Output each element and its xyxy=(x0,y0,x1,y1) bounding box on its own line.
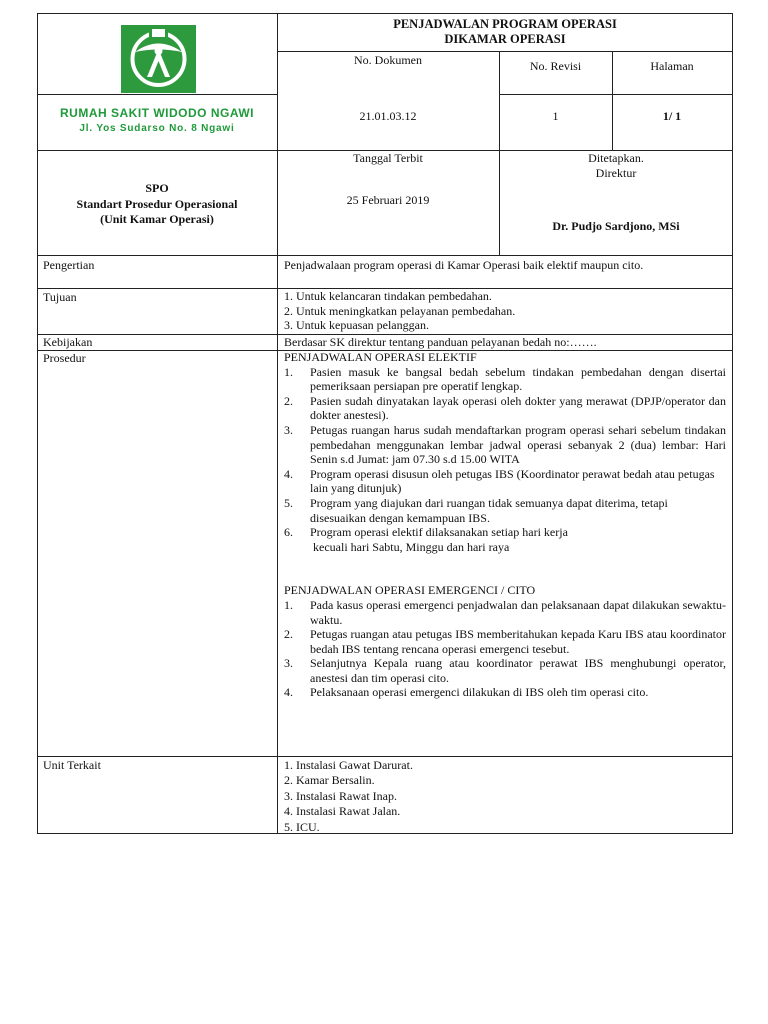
list-item: 2. Pasien sudah dinyatakan layak operasi oleh dokter yang merawat (DPJP/operator dan dokter anestesi). xyxy=(284,393,726,423)
kebijakan-label: Kebijakan xyxy=(43,335,93,349)
list-item: 3. Untuk kepuasan pelanggan. xyxy=(284,318,429,333)
list-item: 2. Petugas ruangan atau petugas IBS memberitahukan kepada Karu IBS atau koordinator bedah IBS tentang rencana operasi emergenci tesebut. xyxy=(284,627,726,656)
hospital-logo-icon xyxy=(121,25,196,93)
list-item: 3. Instalasi Rawat Inap. xyxy=(284,788,397,803)
tujuan-list xyxy=(284,289,726,333)
prosedur-content xyxy=(284,350,726,700)
hospital-name: RUMAH SAKIT WIDODO NGAWI xyxy=(60,106,254,120)
ditetapkan-label: Ditetapkan. xyxy=(588,151,644,165)
no-revisi-label: No. Revisi xyxy=(529,59,582,73)
prosedur-label: Prosedur xyxy=(43,351,86,365)
list-item: 5. Program yang diajukan dari ruangan tidak semuanya dapat diterima, tetapi disesuaikan dengan kemampuan IBS. xyxy=(284,495,668,525)
list-item: 6. Program operasi elektif dilaksanakan setiap hari kerja xyxy=(284,525,568,540)
tanggal-terbit-value: 25 Februari 2019 xyxy=(346,193,430,207)
list-item: 1. Pada kasus operasi emergenci penjadwalan dan pelaksanaan dapat dilakukan sewaktu-waktu. xyxy=(284,597,726,627)
elektif-heading: PENJADWALAN OPERASI ELEKTIF xyxy=(284,350,477,364)
document-title-line2: DIKAMAR OPERASI xyxy=(444,32,566,46)
signatory-name: Dr. Pudjo Sardjono, MSi xyxy=(552,219,680,233)
halaman-label: Halaman xyxy=(650,59,694,73)
list-item: 1. Pasien masuk ke bangsal bedah sebelum tindakan pembedahan dengan disertai pemeriksaan persiapan pre operatif lengkap. xyxy=(284,364,726,394)
list-item: 2. Untuk meningkatkan pelayanan pembedahan. xyxy=(284,303,516,318)
list-item: 1. Untuk kelancaran tindakan pembedahan. xyxy=(284,289,492,303)
spo-unit: (Unit Kamar Operasi) xyxy=(100,212,214,226)
direktur-label: Direktur xyxy=(595,166,637,180)
kebijakan-text: Berdasar SK direktur tentang panduan pelayanan bedah no:……. xyxy=(284,335,597,349)
unit-terkait-list xyxy=(284,758,726,835)
elektif-tail: kecuali hari Sabtu, Minggu dan hari raya xyxy=(313,539,510,554)
list-item: 4. Program operasi disusun oleh petugas IBS (Koordinator perawat bedah atau petugas lain yang ditunjuk) xyxy=(284,466,715,496)
list-item: 3. Petugas ruangan harus sudah mendaftarkan program operasi sehari sebelum tindakan pembedahan menggunakan lembar jadwal operasi sebanyak 2 (dua) lembar: Hari Senin s.d Jumat: jam 07.30 s.d 15.00 WITA xyxy=(284,422,726,467)
cito-heading: PENJADWALAN OPERASI EMERGENCI / CITO xyxy=(284,583,536,598)
no-revisi-value: 1 xyxy=(552,109,559,123)
list-item: 2. Kamar Bersalin. xyxy=(284,773,375,788)
no-dokumen-value: 21.01.03.12 xyxy=(359,109,417,123)
list-item: 4. Pelaksanaan operasi emergenci dilakukan di IBS oleh tim operasi cito. xyxy=(284,685,649,700)
hospital-address: Jl. Yos Sudarso No. 8 Ngawi xyxy=(79,123,235,134)
list-item: 1. Instalasi Gawat Darurat. xyxy=(284,758,413,772)
unit-terkait-label: Unit Terkait xyxy=(43,758,101,772)
elektif-list xyxy=(284,365,726,540)
tanggal-terbit-label: Tanggal Terbit xyxy=(353,151,423,165)
list-item: 5. ICU. xyxy=(284,819,320,834)
cito-list xyxy=(284,598,726,700)
tujuan-label: Tujuan xyxy=(43,290,77,304)
pengertian-label: Pengertian xyxy=(43,258,95,272)
spo-title: Standart Prosedur Operasional xyxy=(76,197,238,211)
document-title-line1: PENJADWALAN PROGRAM OPERASI xyxy=(393,17,617,31)
list-item: 3. Selanjutnya Kepala ruang atau koordinator perawat IBS menghubungi operator, anestesi dan tim operasi cito. xyxy=(284,656,726,685)
spo-label: SPO xyxy=(145,181,169,195)
halaman-value: 1/ 1 xyxy=(662,109,682,123)
no-dokumen-label: No. Dokumen xyxy=(354,53,422,67)
pengertian-text: Penjadwalaan program operasi di Kamar Operasi baik elektif maupun cito. xyxy=(284,258,644,272)
list-item: 4. Instalasi Rawat Jalan. xyxy=(284,804,401,819)
